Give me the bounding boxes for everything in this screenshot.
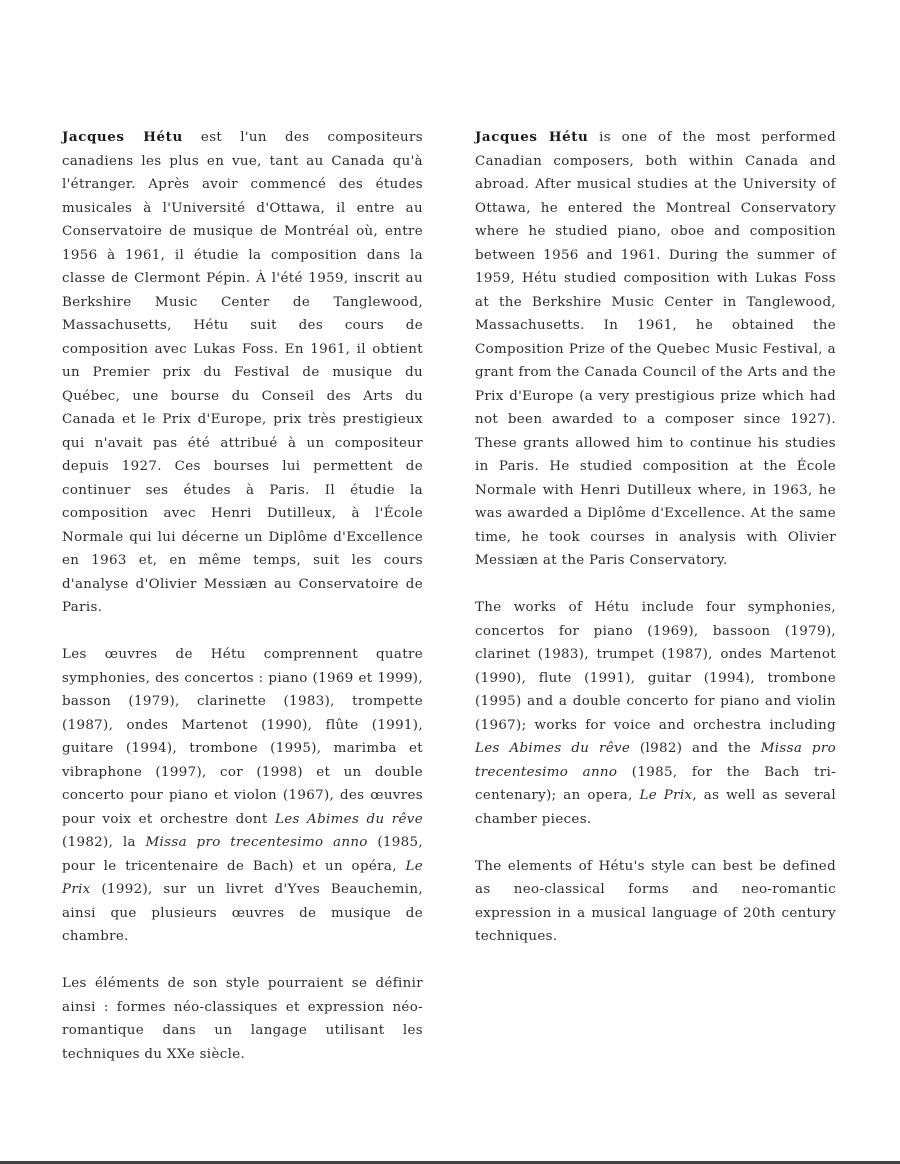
french-bio-paragraph <box>62 126 423 620</box>
english-works-text-3: (1985, for the Bach tri-centenary); an opera, <box>475 764 836 803</box>
french-bio-text: est l'un des compositeurs canadiens les plus en vue, tant au Canada qu'à l'étranger. Après avoir commencé des études musicales à l'Université d'Ottawa, il entre au Conservatoire de musique de Montréal où, entre 1956 à 1961, il étudie la composition dans la classe de Clermont Pépin. À l'été 1959, inscrit au Berkshire Music Center de Tanglewood, Massachusetts, Hétu suit des cours de composition avec Lukas Foss. En 1961, il obtient un Premier prix du Festival de musique du Québec, une bourse du Conseil des Arts du Canada et le Prix d'Europe, prix très prestigieux qui n'avait pas été attribué à un compositeur depuis 1927. Ces bourses lui permettent de continuer ses études à Paris. Il étudie la composition avec Henri Dutilleux, à l'École Normale qui lui décerne un Diplôme d'Excellence en 1963 et, en même temps, suit les cours d'analyse d'Olivier Messiæn au Conservatoire de Paris. <box>62 130 423 615</box>
composer-name: Jacques Hétu <box>475 129 589 145</box>
work-title-le-prix: Le Prix <box>639 788 693 803</box>
work-title-les-abimes-du-reve: Les Abimes du rêve <box>274 811 423 827</box>
french-works-paragraph <box>62 643 423 949</box>
work-title-le-prix: Le Prix <box>62 858 423 897</box>
work-title-les-abimes-du-reve: Les Abimes du rêve <box>475 741 631 756</box>
french-style-paragraph: Les éléments de son style pourraient se définir ainsi : formes néo-classiques et expression néo-romantique dans un langage utilisant les techniques du XXe siècle. <box>62 976 423 1062</box>
english-works-text-2: (l982) and the <box>630 741 761 756</box>
french-works-text-1: Les œuvres de Hétu comprennent quatre symphonies, des concertos : piano (1969 et 1999), basson (1979), clarinette (1983), trompette (1987), ondes Martenot (1990), flûte (1991), guitare (1994), trombone (1995), marimba et vibraphone (1997), cor (1998) et un double concerto pour piano et violon (1967), des œuvres pour voix et orchestre dont <box>62 647 423 827</box>
english-works-text-1: The works of Hétu include four symphonies, concertos for piano (1969), bassoon (1979), clarinet (1983), trumpet (1987), ondes Martenot (1990), flute (1991), guitar (1994), trombone (1995) and a double concerto for piano and violin (1967); works for voice and orchestra including <box>475 600 836 733</box>
composer-name: Jacques Hétu <box>62 129 183 145</box>
english-works-paragraph <box>475 596 836 831</box>
english-bio-text: is one of the most performed Canadian composers, both within Canada and abroad. After musical studies at the University of Ottawa, he entered the Montreal Conservatory where he studied piano, oboe and composition between 1956 and 1961. During the summer of 1959, Hétu studied composition with Lukas Foss at the Berkshire Music Center in Tanglewood, Massachusetts. In 1961, he obtained the Composition Prize of the Quebec Music Festival, a grant from the Canada Council of the Arts and the Prix d'Europe (a very prestigious prize which had not been awarded to a composer since 1927). These grants allowed him to continue his studies in Paris. He studied composition at the École Normale with Henri Dutilleux where, in 1963, he was awarded a Diplôme d'Excellence. At the same time, he took courses in analysis with Olivier Messiæn at the Paris Conservatory. <box>475 130 836 568</box>
french-works-text-2: (1982), la <box>62 835 146 850</box>
french-works-text-3: (1985, pour le tricentenaire de Bach) et un opéra, <box>62 835 423 874</box>
english-column <box>475 126 836 972</box>
english-style-paragraph: The elements of Hétu's style can best be defined as neo-classical forms and neo-romantic expression in a musical language of 20th century techniques. <box>475 858 836 944</box>
work-title-missa: Missa pro trecentesimo anno <box>145 835 368 850</box>
french-works-text-4: (1992), sur un livret d'Yves Beauchemin, ainsi que plusieurs œuvres de musique de chambre. <box>62 882 423 944</box>
english-bio-paragraph <box>475 126 836 573</box>
english-works-text-4: , as well as several chamber pieces. <box>475 788 836 827</box>
french-column <box>62 126 423 1090</box>
work-title-missa: Missa pro trecentesimo anno <box>475 741 836 780</box>
